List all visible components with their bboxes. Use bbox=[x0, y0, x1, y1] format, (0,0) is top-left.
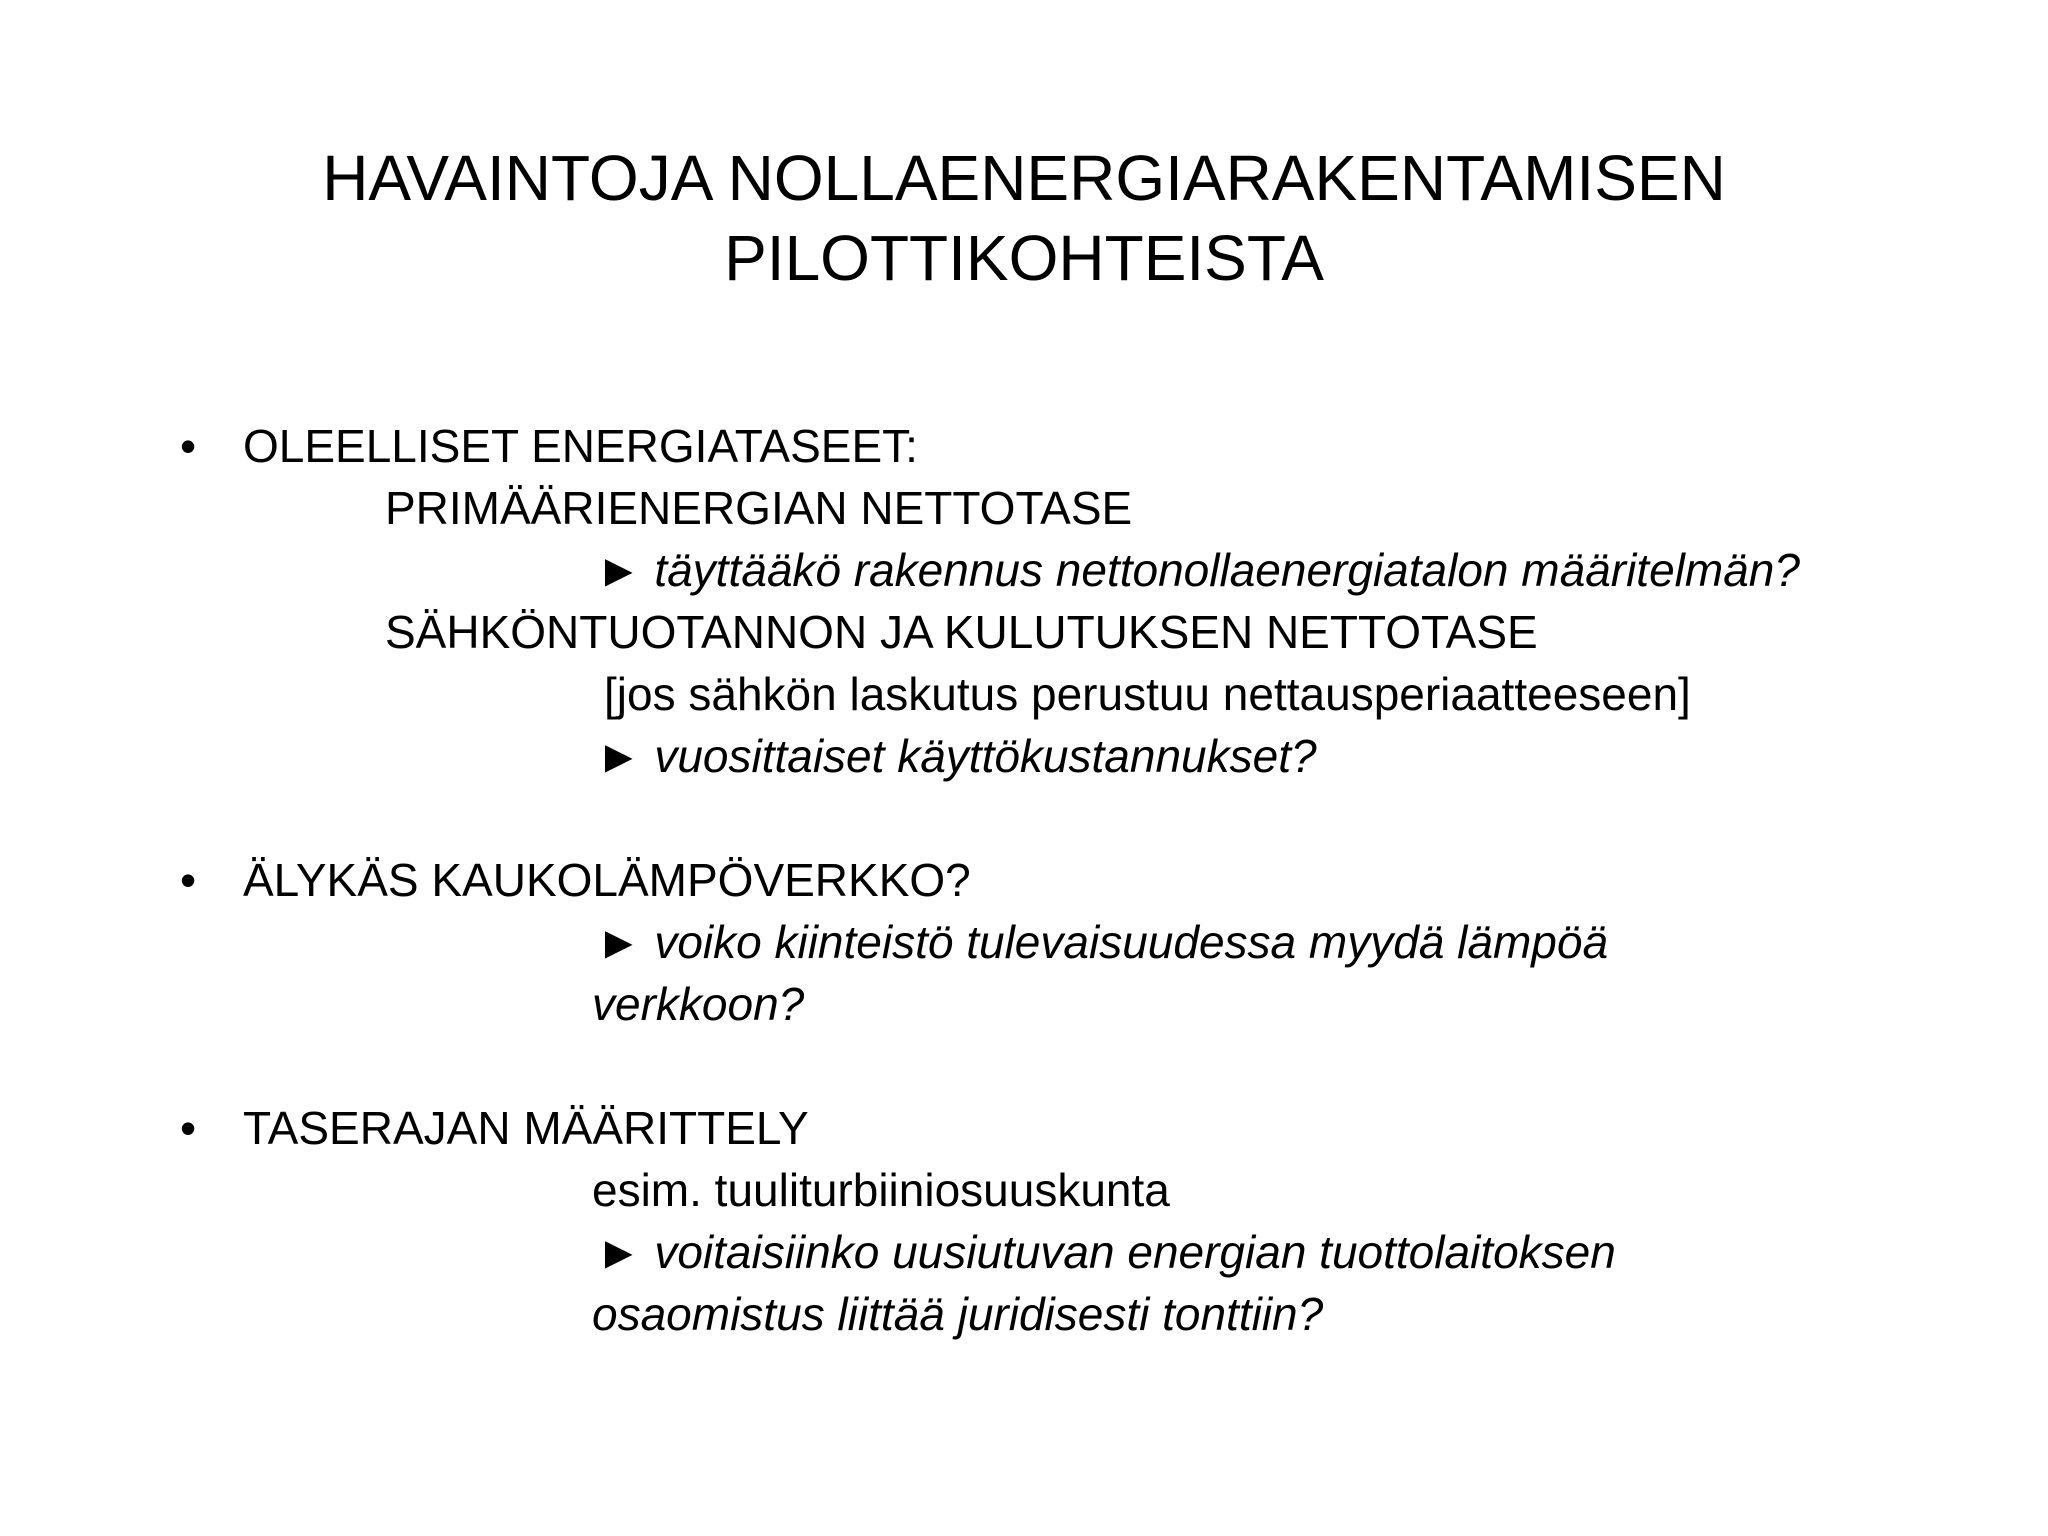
section-3-example: esim. tuuliturbiiniosuuskunta bbox=[592, 1164, 1170, 1216]
section-2-question-line-1 bbox=[596, 914, 1608, 970]
bullet-1-icon: • bbox=[180, 420, 197, 472]
section-1-sub-2: SÄHKÖNTUOTANNON JA KULUTUKSEN NETTOTASE bbox=[385, 606, 1538, 658]
section-1-heading: OLEELLISET ENERGIATASEET: bbox=[243, 420, 918, 472]
section-1-sub-1: PRIMÄÄRIENERGIAN NETTOTASE bbox=[385, 482, 1133, 534]
arrow-right-icon: ► bbox=[596, 1226, 642, 1278]
section-1-sub-2-note: [jos sähkön laskutus perustuu nettausperiaatteeseen] bbox=[604, 668, 1691, 720]
slide-title-line-2: PILOTTIKOHTEISTA bbox=[724, 222, 1324, 294]
arrow-right-icon: ► bbox=[596, 730, 642, 782]
bullet-3-icon: • bbox=[180, 1102, 197, 1154]
question-text: täyttääkö rakennus nettonollaenergiatalon määritelmän? bbox=[654, 544, 1800, 596]
question-text: voitaisiinko uusiutuvan energian tuottolaitoksen bbox=[654, 1226, 1616, 1278]
section-1-sub-2-question bbox=[596, 728, 1317, 784]
section-3-heading: TASERAJAN MÄÄRITTELY bbox=[243, 1102, 809, 1154]
question-text: vuosittaiset käyttökustannukset? bbox=[654, 730, 1317, 782]
section-2-question-line-2: verkkoon? bbox=[592, 978, 805, 1030]
bullet-2-icon: • bbox=[180, 854, 197, 906]
section-3-question-line-2: osaomistus liittää juridisesti tonttiin? bbox=[592, 1288, 1324, 1340]
section-1-sub-1-question bbox=[596, 542, 1800, 598]
section-3-question-line-1 bbox=[596, 1224, 1616, 1280]
section-2-heading: ÄLYKÄS KAUKOLÄMPÖVERKKO? bbox=[243, 854, 971, 906]
arrow-right-icon: ► bbox=[596, 916, 642, 968]
slide-title-line-1: HAVAINTOJA NOLLAENERGIARAKENTAMISEN bbox=[322, 142, 1726, 214]
arrow-right-icon: ► bbox=[596, 544, 642, 596]
question-text: voiko kiinteistö tulevaisuudessa myydä lämpöä bbox=[654, 916, 1609, 968]
